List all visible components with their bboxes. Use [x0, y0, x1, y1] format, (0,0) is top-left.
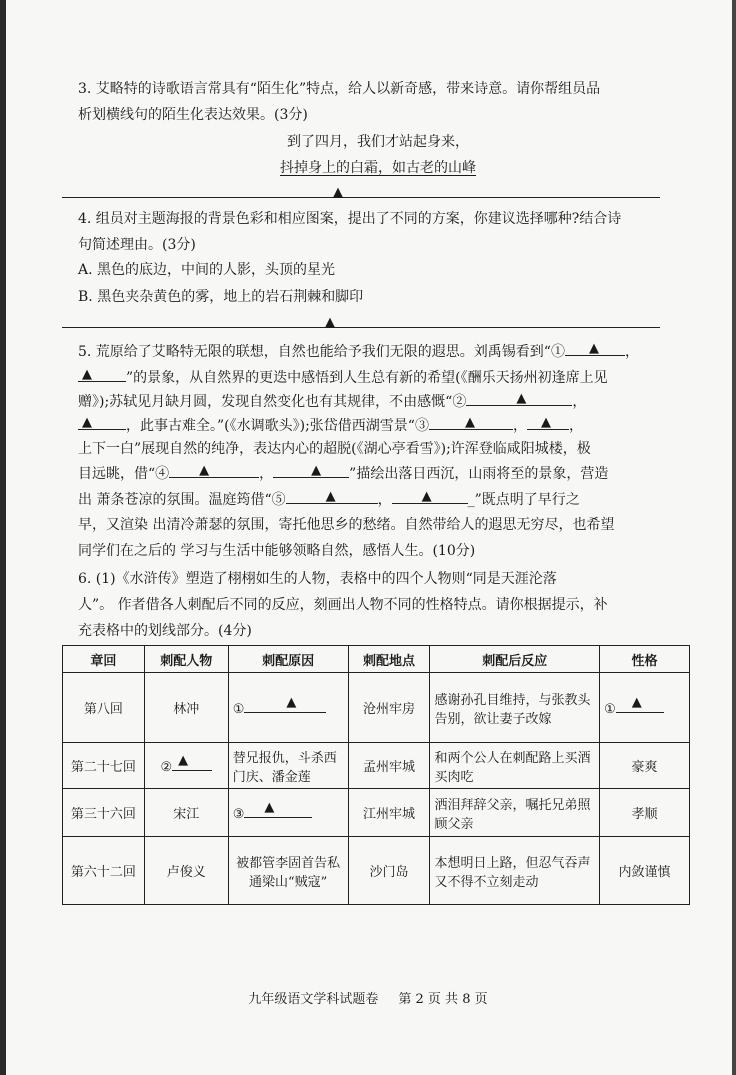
- q4-option-a: A. 黑色的底边，中间的人影，头顶的星光: [78, 262, 336, 278]
- cell-trait[interactable]: [600, 673, 690, 743]
- answer-triangle: ▲: [286, 695, 297, 710]
- q5-blank-1b-triangle: ▲: [82, 367, 92, 382]
- q5-line1: [78, 339, 678, 364]
- q5-line2: [78, 365, 678, 390]
- cell-chapter: 第八回: [63, 673, 145, 743]
- cell-reason: 被都管李固首告私通梁山“贼寇”: [228, 837, 348, 905]
- q5-line8: 早，又渲染 出清冷萧瑟的氛围，寄托他思乡的愁绪。自然带给人的遐思无穷尽，也希望: [78, 517, 615, 533]
- cell-chapter: 第二十七回: [63, 743, 145, 789]
- header-chapter: 章回: [63, 646, 145, 673]
- answer-blank[interactable]: [244, 800, 312, 818]
- q5-text-1a: 5. 荒原给了艾略特无限的联想，自然也能给予我们无限的遐思。刘禹锡看到“①: [78, 344, 565, 360]
- cell-reason[interactable]: [228, 673, 348, 743]
- cell-reason[interactable]: [228, 789, 348, 837]
- q5-blank-1a-triangle: ▲: [588, 341, 599, 356]
- header-reason: 刺配原因: [228, 646, 348, 673]
- blank-number: ①: [232, 702, 245, 717]
- cell-trait: 孝顺: [600, 789, 690, 837]
- q3-line1: 3. 艾略特的诗歌语言常具有“陌生化”特点，给人以新奇感，带来诗意。请你帮组员品: [78, 81, 601, 97]
- answer-blank[interactable]: [616, 695, 664, 713]
- q5-blank-5a-triangle: ▲: [325, 489, 336, 504]
- q5-blank-3a-triangle: ▲: [464, 415, 475, 430]
- q5-blank-5a[interactable]: [286, 487, 378, 504]
- q5-blank-2b-triangle: ▲: [82, 415, 92, 430]
- q5-blank-4a[interactable]: [169, 461, 259, 478]
- q5-blank-2a-triangle: ▲: [516, 391, 527, 406]
- scan-edge-right: [732, 0, 736, 1075]
- q5-comma-5: ，: [377, 492, 392, 508]
- q5-blank-1b[interactable]: [78, 365, 126, 382]
- exile-table: [62, 645, 690, 905]
- blank-number: ③: [232, 807, 245, 822]
- q5-line4: [78, 413, 678, 438]
- q4-answer-triangle: ▲: [325, 315, 335, 330]
- q5-blank-3a[interactable]: [429, 413, 513, 430]
- cell-place: 沙门岛: [348, 837, 430, 905]
- answer-blank[interactable]: [172, 753, 212, 771]
- q6-line1: 6. (1)《水浒传》塑造了栩栩如生的人物，表格中的四个人物则“同是天涯沦落: [78, 571, 557, 587]
- header-person: 刺配人物: [144, 646, 228, 673]
- cell-person: 宋江: [144, 789, 228, 837]
- footer-page-number: 第 2 页 共 8 页: [398, 992, 488, 1007]
- answer-triangle: ▲: [264, 800, 275, 815]
- blank-number: ①: [604, 702, 616, 717]
- q5-line6: [78, 461, 678, 486]
- q3-poem-line1: 到了四月，我们才站起身来，: [287, 134, 469, 150]
- page-footer: [0, 988, 736, 1007]
- q5-text-4b: ，此事古难全。”(《水调歌头》);张岱借西湖雪景“③: [126, 418, 429, 434]
- cell-person[interactable]: [144, 743, 228, 789]
- cell-place: 孟州牢城: [348, 743, 430, 789]
- q5-blank-2b[interactable]: [78, 413, 126, 430]
- q5-comma-3: ，: [512, 418, 527, 434]
- cell-place: 江州牢城: [348, 789, 430, 837]
- q5-blank-3b-triangle: ▲: [540, 415, 551, 430]
- answer-blank[interactable]: [244, 695, 326, 713]
- q5-line3: [78, 389, 678, 414]
- q4-option-b: B. 黑色夹杂黄色的雾，地上的岩石荆棘和脚印: [78, 289, 364, 305]
- cell-reaction: 本想明日上路，但忍气吞声又不得不立刻走动: [430, 837, 600, 905]
- q3-answer-triangle: ▲: [333, 185, 343, 200]
- q5-text-3: 赠》);苏轼见月缺月圆，发现自然变化也有其规律，不由感慨“②: [78, 394, 467, 410]
- q5-comma-1: ，: [624, 344, 639, 360]
- cell-chapter: 第六十二回: [63, 837, 145, 905]
- answer-triangle: ▲: [631, 695, 642, 710]
- q5-line7: [78, 487, 678, 512]
- q5-text-6a: 目远眺，借“④: [78, 466, 170, 482]
- header-trait: 性格: [600, 646, 690, 673]
- q5-text-7b: _”既点明了早行之: [467, 492, 580, 508]
- cell-chapter: 第三十六回: [63, 789, 145, 837]
- q5-blank-2a[interactable]: [466, 389, 572, 406]
- q5-text-7a: 出 萧条苍凉的氛围。温庭筠借“⑤: [78, 492, 286, 508]
- header-reaction: 刺配后反应: [430, 646, 600, 673]
- table-header-row: [63, 646, 690, 673]
- cell-reason: 替兄报仇，斗杀西门庆、潘金莲: [228, 743, 348, 789]
- q5-comma-2: ，: [572, 394, 587, 410]
- answer-triangle: ▲: [178, 753, 189, 768]
- q4-line1: 4. 组员对主题海报的背景色彩和相应图案，提出了不同的方案，你建议选择哪种?结合诗: [78, 211, 622, 227]
- q4-line2: 句简述理由。(3分): [78, 237, 196, 253]
- footer-exam-title: 九年级语文学科试题卷: [248, 992, 379, 1007]
- q5-comma-4: ，: [259, 466, 274, 482]
- q5-blank-5b[interactable]: [392, 487, 468, 504]
- q5-blank-3b[interactable]: [527, 413, 569, 430]
- blank-number: ②: [160, 760, 173, 775]
- table-row: [63, 837, 690, 905]
- q5-blank-4a-triangle: ▲: [199, 463, 210, 478]
- scan-edge-left: [0, 0, 6, 1075]
- cell-reaction: 和两个公人在刺配路上买酒买肉吃: [430, 743, 600, 789]
- cell-place: 沧州牢房: [348, 673, 430, 743]
- q3-answer-line[interactable]: [62, 197, 660, 198]
- cell-person: 林冲: [144, 673, 228, 743]
- q5-text-6b: ”描绘出落日西沉，山雨将至的景象，营造: [349, 466, 609, 482]
- q5-line9: 同学们在之后的 学习与生活中能够领略自然，感悟人生。(10分): [78, 543, 476, 559]
- cell-trait: 豪爽: [600, 743, 690, 789]
- q5-text-2b: ”的景象，从自然界的更迭中感悟到人生总有新的希望(《酬乐天扬州初逢席上见: [126, 370, 608, 386]
- q5-comma-3b: ，: [568, 418, 583, 434]
- cell-trait: 内敛谨慎: [600, 837, 690, 905]
- table-row: [63, 673, 690, 743]
- q5-blank-5b-triangle: ▲: [421, 489, 432, 504]
- cell-reaction: 感谢孙孔目维持，与张教头告别，欲让妻子改嫁: [430, 673, 600, 743]
- q6-line3: 充表格中的划线部分。(4分): [78, 623, 252, 639]
- q5-blank-1a[interactable]: [565, 339, 625, 356]
- q5-line5: 上下一白”展现自然的纯净，表达内心的超脱(《湖心亭看雪》);许浑登临咸阳城楼，极: [78, 441, 591, 457]
- q5-blank-4b[interactable]: [273, 461, 349, 478]
- q4-answer-line[interactable]: [62, 327, 660, 328]
- q6-line2: 人”。 作者借各人刺配后不同的反应，刻画出人物不同的性格特点。请你根据提示，补: [78, 597, 608, 613]
- header-place: 刺配地点: [348, 646, 430, 673]
- q3-poem-line2-underlined: 抖掉身上的白霜，如古老的山峰: [280, 160, 476, 176]
- table-row: [63, 789, 690, 837]
- cell-reaction: 洒泪拜辞父亲，嘱托兄弟照顾父亲: [430, 789, 600, 837]
- cell-person: 卢俊义: [144, 837, 228, 905]
- q3-line2: 析划横线句的陌生化表达效果。(3分): [78, 107, 308, 123]
- table-row: [63, 743, 690, 789]
- q5-blank-4b-triangle: ▲: [311, 463, 322, 478]
